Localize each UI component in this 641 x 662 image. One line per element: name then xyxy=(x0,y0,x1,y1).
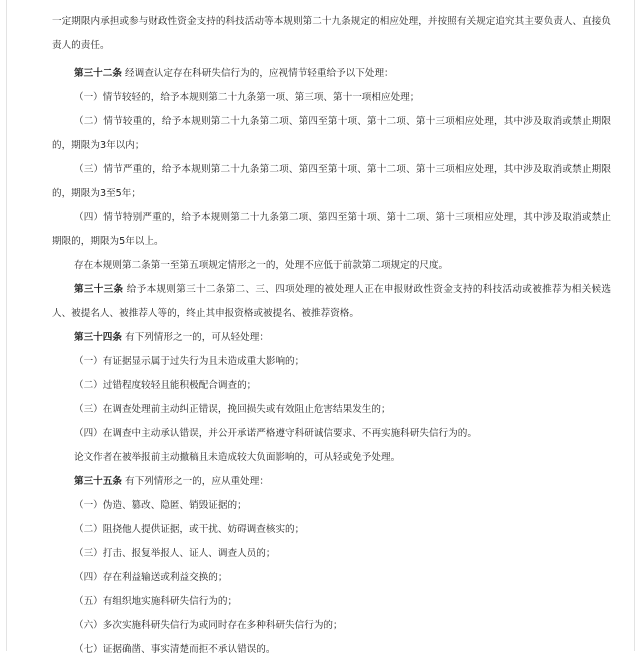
article-32-item-4: （四）情节特别严重的，给予本规则第二十九条第二项、第四至第十项、第十二项、第十三项相应处理，其中涉及取消或禁止期限的，期限为5年以上。 xyxy=(52,212,611,247)
article-35-item-2: （二）阻挠他人提供证据，或干扰、妨碍调查核实的； xyxy=(74,524,305,535)
article-32-heading: 第三十二条 经调查认定存在科研失信行为的，应视情节轻重给予以下处理： xyxy=(74,68,394,79)
article-34-label: 第三十四条 xyxy=(74,332,122,343)
article-34-heading: 第三十四条 有下列情形之一的，可从轻处理： xyxy=(74,332,269,343)
article-34-item-2: （二）过错程度较轻且能积极配合调查的； xyxy=(74,380,257,391)
article-32-label: 第三十二条 xyxy=(74,68,122,79)
article-34-item-4: （四）在调查中主动承认错误，并公开承诺严格遵守科研诚信要求、不再实施科研失信行为的。 xyxy=(74,428,477,439)
article-35-item-6: （六）多次实施科研失信行为或同时存在多种科研失信行为的； xyxy=(74,620,343,631)
article-35-item-3: （三）打击、报复举报人、证人、调查人员的； xyxy=(74,548,276,559)
article-33-label: 第三十三条 xyxy=(74,284,124,295)
article-32-item-3: （三）情节严重的，给予本规则第二十九条第二项、第四至第十项、第十二项、第十三项相应处理，其中涉及取消或禁止期限的，期限为3至5年； xyxy=(52,164,611,199)
article-35-item-7: （七）证据确凿、事实清楚而拒不承认错误的。 xyxy=(74,644,276,655)
article-35-item-1: （一）伪造、篡改、隐匿、销毁证据的； xyxy=(74,500,247,511)
article-35-label: 第三十五条 xyxy=(74,476,122,487)
article-35-heading: 第三十五条 有下列情形之一的，应从重处理： xyxy=(74,476,269,487)
article-32-item-2: （二）情节较重的，给予本规则第二十九条第二项、第四至第十项、第十二项、第十三项相应处理，其中涉及取消或禁止期限的，期限为3年以内； xyxy=(52,116,611,151)
paragraph-1: 一定期限内承担或参与财政性资金支持的科技活动等本规则第二十九条规定的相应处理，并按照有关规定追究其主要负责人、直接负责人的责任。 xyxy=(52,16,611,51)
article-34-item-1: （一）有证据显示属于过失行为且未造成重大影响的； xyxy=(74,356,305,367)
article-33: 第三十三条 给予本规则第三十二条第二、三、四项处理的被处理人正在申报财政性资金支持的科技活动或被推荐为相关候选人、被提名人、被推荐人等的，终止其申报资格或被提名、被推荐资格。 xyxy=(52,284,612,319)
article-35-item-4: （四）存在利益输送或利益交换的； xyxy=(74,572,228,583)
article-32-item-1: （一）情节较轻的，给予本规则第二十九条第一项、第三项、第十一项相应处理； xyxy=(74,92,420,103)
article-35-item-5: （五）有组织地实施科研失信行为的； xyxy=(74,596,238,607)
article-34-item-3: （三）在调查处理前主动纠正错误，挽回损失或有效阻止危害结果发生的； xyxy=(74,404,391,415)
article-34-note: 论文作者在被举报前主动撤稿且未造成较大负面影响的，可从轻或免予处理。 xyxy=(74,452,401,463)
article-32-note: 存在本规则第二条第一至第五项规定情形之一的，处理不应低于前款第二项规定的尺度。 xyxy=(74,260,449,271)
